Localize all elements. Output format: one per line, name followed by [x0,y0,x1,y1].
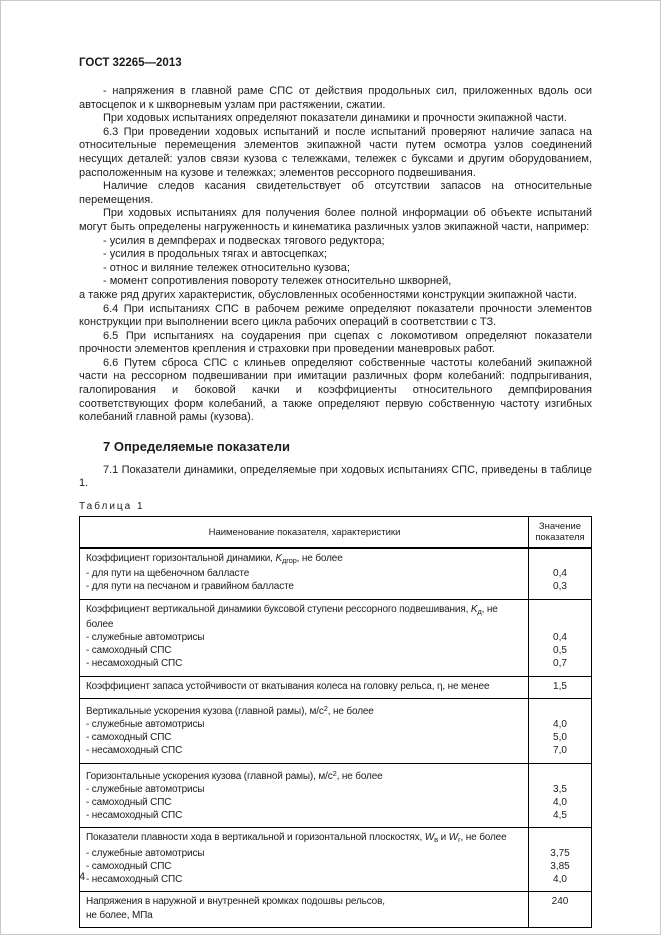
row-item-value: 7,0 [553,745,567,757]
row-item-label: - несамоходный СПС [86,745,183,757]
row-item-value: 0,5 [553,645,567,657]
row-item-value [529,909,591,922]
standard-number-header: ГОСТ 32265—2013 [79,57,182,69]
row-item-label: - для пути на песчаном и гравийном балласте [86,581,294,593]
column-divider [528,764,530,828]
table-row [80,549,591,599]
table-row [80,827,591,891]
row-item-label: - служебные автомотрисы [86,632,205,644]
table-row [80,698,591,763]
row-item-label: Коэффициент запаса устойчивости от вкатывания колеса на головку рельса, η, не менее [86,680,490,692]
page-number: 4 [79,871,86,883]
row-title: Показатели плавности хода в вертикальной и горизонтальной плоскостях, $W_в$ и $W_г$, не более [86,832,507,845]
row-item-label: - несамоходный СПС [86,658,183,670]
paragraph: При ходовых испытаниях определяют показатели динамики и прочности экипажной части. [103,112,567,125]
paragraph: При ходовых испытаниях для получения более полной информации об объекте испытаний могут быть определены нагруженность и кинематика различных узлов экипажной части, например: [79,207,592,233]
column-divider [528,549,530,599]
row-item-value: 4,0 [553,797,567,809]
row-item-label: - самоходный СПС [86,732,172,744]
row-title: Коэффициент вертикальной динамики буксовой ступени рессорного подвешивания, $K_д$, не более [86,603,498,630]
row-item-label: - самоходный СПС [86,860,172,872]
row-item-label: - несамоходный СПС [86,874,183,886]
row-item-label: - для пути на щебеночном балласте [86,568,250,580]
list-item-paragraph: - усилия в демпферах и подвесках тягового редуктора; [103,234,385,247]
row-item-value: 4,5 [553,810,567,822]
row-item-label: - служебные автомотрисы [86,847,205,859]
row-item-value: 0,7 [553,658,567,670]
table-row [80,891,591,926]
column-divider [528,677,530,698]
column-divider [528,828,530,891]
paragraph: 6.3 При проведении ходовых испытаний и после испытаний проверяют наличие запаса на относительные перемещения элементов экипажной части путем осмотра узлов соединений несущих деталей: узлов связи кузова с тележками, тележек с буксами и другим оборудованием, расположенным на кузове и тележках; элементов рессорного подвешивания. [79,125,592,179]
paragraph: 6.5 При испытаниях на соударения при сцепах с локомотивом определяют показатели прочности элементов крепления и страховки при проведении маневровых работ. [79,329,592,356]
table-label: Таблица 1 [79,501,145,513]
list-item-paragraph: - относ и виляние тележек относительно кузова; [103,261,350,274]
row-item-value: 0,4 [553,632,567,644]
row-item-value: 3,75 [550,847,570,859]
table-row [80,676,591,698]
header-name-cell: Наименование показателя, характеристики [208,526,401,538]
column-divider [528,517,530,547]
section-heading: 7 Определяемые показатели [103,438,290,454]
paragraph-continuation: а также ряд других характеристик, обусловленных особенностями конструкции экипажной части. [79,288,577,301]
row-item-value: 3,5 [553,783,567,795]
table-row [80,599,591,676]
row-title: Вертикальные ускорения кузова (главной рамы), $м/с^2$, не более [86,703,374,717]
table-row [80,763,591,828]
row-item-value: 4,0 [553,719,567,731]
row-title: Горизонтальные ускорения кузова (главной рамы), $м/с^2$, не более [86,768,383,782]
row-item-label: - служебные автомотрисы [86,719,205,731]
data-table [79,516,592,928]
row-item-label: Напряжения в наружной и внутренней кромках подошвы рельсов, [86,896,385,908]
row-item-label: - несамоходный СПС [86,810,183,822]
section-intro-paragraph: 7.1 Показатели динамики, определяемые при ходовых испытаниях СПС, приведены в таблице 1. [79,463,592,490]
paragraph: 6.4 При испытаниях СПС в рабочем режиме определяют показатели прочности элементов конструкции при выполнении всего цикла рабочих операций в соответствии с ТЗ. [79,302,592,329]
row-item-value: 3,85 [550,860,570,872]
paragraph: - напряжения в главной раме СПС от действия продольных сил, приложенных вдоль оси автосцепок и к шкворневым узлам при растяжении, сжатии. [79,85,592,111]
column-divider [528,699,530,763]
list-item-paragraph: - усилия в продольных тягах и автосцепках; [103,248,328,261]
header-value-cell: Значение показателя [535,521,585,544]
row-title: Коэффициент горизонтальной динамики, $K_{дгор}$, не более [86,553,343,566]
row-item-label: - самоходный СПС [86,645,172,657]
row-item-value: 0,3 [553,581,567,593]
column-divider [528,600,530,676]
page-content [1,1,660,928]
table-header-row [80,517,591,549]
paragraph: Наличие следов касания свидетельствует об отсутствии запасов на относительные перемещения. [79,180,592,206]
row-item-value: 240 [551,896,569,908]
row-item-value: 5,0 [553,732,567,744]
row-item-label: - служебные автомотрисы [86,783,205,795]
paragraph: 6.6 Путем сброса СПС с клиньев определяют собственные частоты колебаний экипажной части на рессорном подвешивании при имитации различных форм колебаний: подпрыгивания, галопирования и боковой качки и коэффициенты относительного демпфирования соответствующих форм колебаний, а также определяют первую собственную частоту изгибных колебаний главной рамы (кузова). [79,356,592,424]
column-divider [528,892,530,926]
row-item-value: 1,5 [553,680,567,692]
row-item-label: не более, МПа [86,909,153,921]
row-item-label: - самоходный СПС [86,797,172,809]
row-item-value: 0,4 [553,568,567,580]
list-item-paragraph: - момент сопротивления повороту тележек относительно шкворней, [103,275,452,288]
row-item-value: 4,0 [553,874,567,886]
